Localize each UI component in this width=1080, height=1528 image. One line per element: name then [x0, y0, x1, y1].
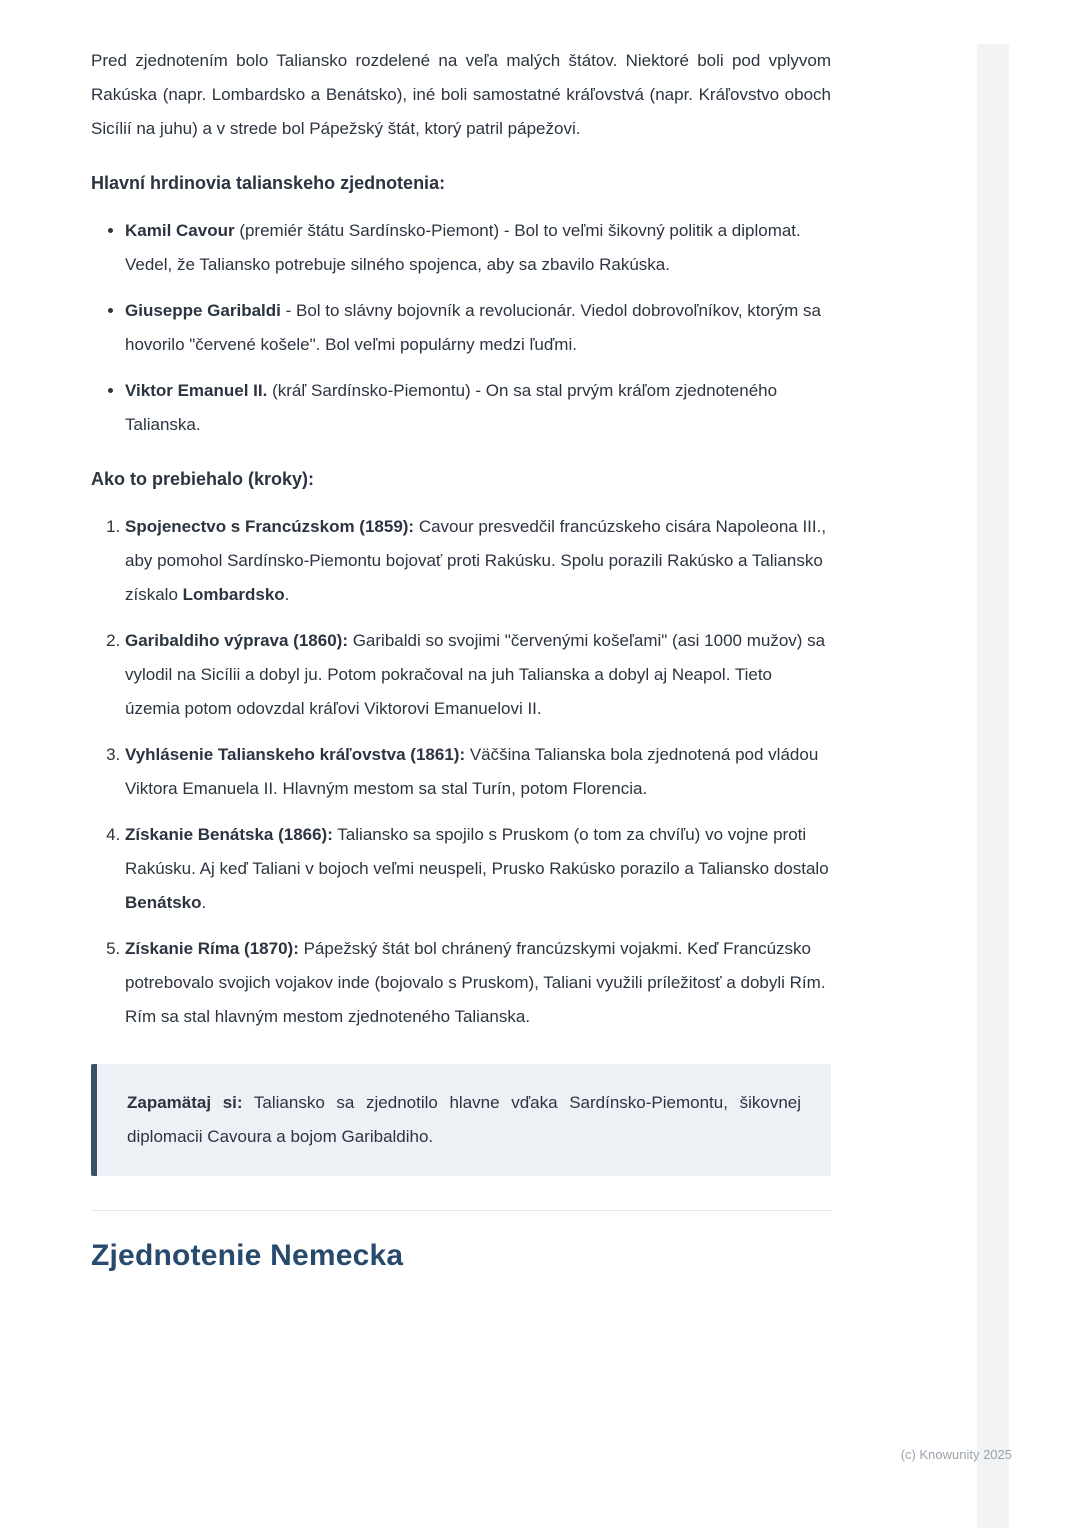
- list-item: 4. Získanie Benátska (1866): Taliansko sa spojilo s Pruskom (o tom za chvíľu) vo vojne proti Rakúsku. Aj keď Taliani v bojoch veľmi neuspeli, Prusko Rakúsko porazilo a Taliansko dostalo Benátsko.: [125, 818, 831, 920]
- intro-paragraph: Pred zjednotením bolo Taliansko rozdelené na veľa malých štátov. Niektoré boli pod vplyvom Rakúska (napr. Lombardsko a Benátsko), iné boli samostatné kráľovstvá (napr. Kráľovstvo oboch Sicílií na juhu) a v strede bol Pápežský štát, ktorý patril pápežovi.: [91, 51, 831, 138]
- content-column: [91, 44, 831, 1273]
- divider: [91, 1210, 831, 1211]
- callout-text: Zapamätaj si: Taliansko sa zjednotilo hlavne vďaka Sardínsko-Piemontu, šikovnej diplomacii Cavoura a bojom Garibaldiho.: [127, 1093, 802, 1146]
- list-item: • Viktor Emanuel II. (kráľ Sardínsko-Piemontu) - On sa stal prvým kráľom zjednoteného Talianska.: [125, 374, 831, 442]
- list-item: • Giuseppe Garibaldi - Bol to slávny bojovník a revolucionár. Viedol dobrovoľníkov, ktorým sa hovorilo "červené košele". Bol veľmi populárny medzi ľuďmi.: [125, 294, 831, 362]
- scrollbar[interactable]: [977, 44, 1009, 1528]
- steps-heading: Ako to prebiehalo (kroky):: [91, 469, 315, 489]
- callout: [91, 1064, 831, 1176]
- list-item: 5. Získanie Ríma (1870): Pápežský štát bol chránený francúzskymi vojakmi. Keď Francúzsko potrebovalo svojich vojakov inde (bojovalo s Pruskom), Taliani využili príležitosť a dobyli Rím. Rím sa stal hlavným mestom zjednoteného Talianska.: [125, 932, 831, 1034]
- list-item: • Kamil Cavour (premiér štátu Sardínsko-Piemont) - Bol to veľmi šikovný politik a diplomat. Vedel, že Taliansko potrebuje silného spojenca, aby sa zbavilo Rakúska.: [125, 214, 831, 282]
- next-section-heading: Zjednotenie Nemecka: [91, 1239, 404, 1272]
- steps-list: [91, 510, 831, 1034]
- list-item: 1. Spojenectvo s Francúzskom (1859): Cavour presvedčil francúzskeho cisára Napoleona III., aby pomohol Sardínsko-Piemontu bojovať proti Rakúsku. Spolu porazili Rakúsko a Taliansko získalo Lombardsko.: [125, 510, 831, 612]
- heroes-heading: Hlavní hrdinovia talianskeho zjednotenia:: [91, 173, 446, 193]
- watermark: (c) Knowunity 2025: [900, 1447, 1012, 1462]
- heroes-list: [91, 214, 831, 442]
- list-item: 3. Vyhlásenie Talianskeho kráľovstva (1861): Väčšina Talianska bola zjednotená pod vládou Viktora Emanuela II. Hlavným mestom sa stal Turín, potom Florencia.: [125, 738, 831, 806]
- list-item: 2. Garibaldiho výprava (1860): Garibaldi so svojimi "červenými košeľami" (asi 1000 mužov) sa vylodil na Sicílii a dobyl ju. Potom pokračoval na juh Talianska a dobyl aj Neapol. Tieto územia potom odovzdal kráľovi Viktorovi Emanuelovi II.: [125, 624, 831, 726]
